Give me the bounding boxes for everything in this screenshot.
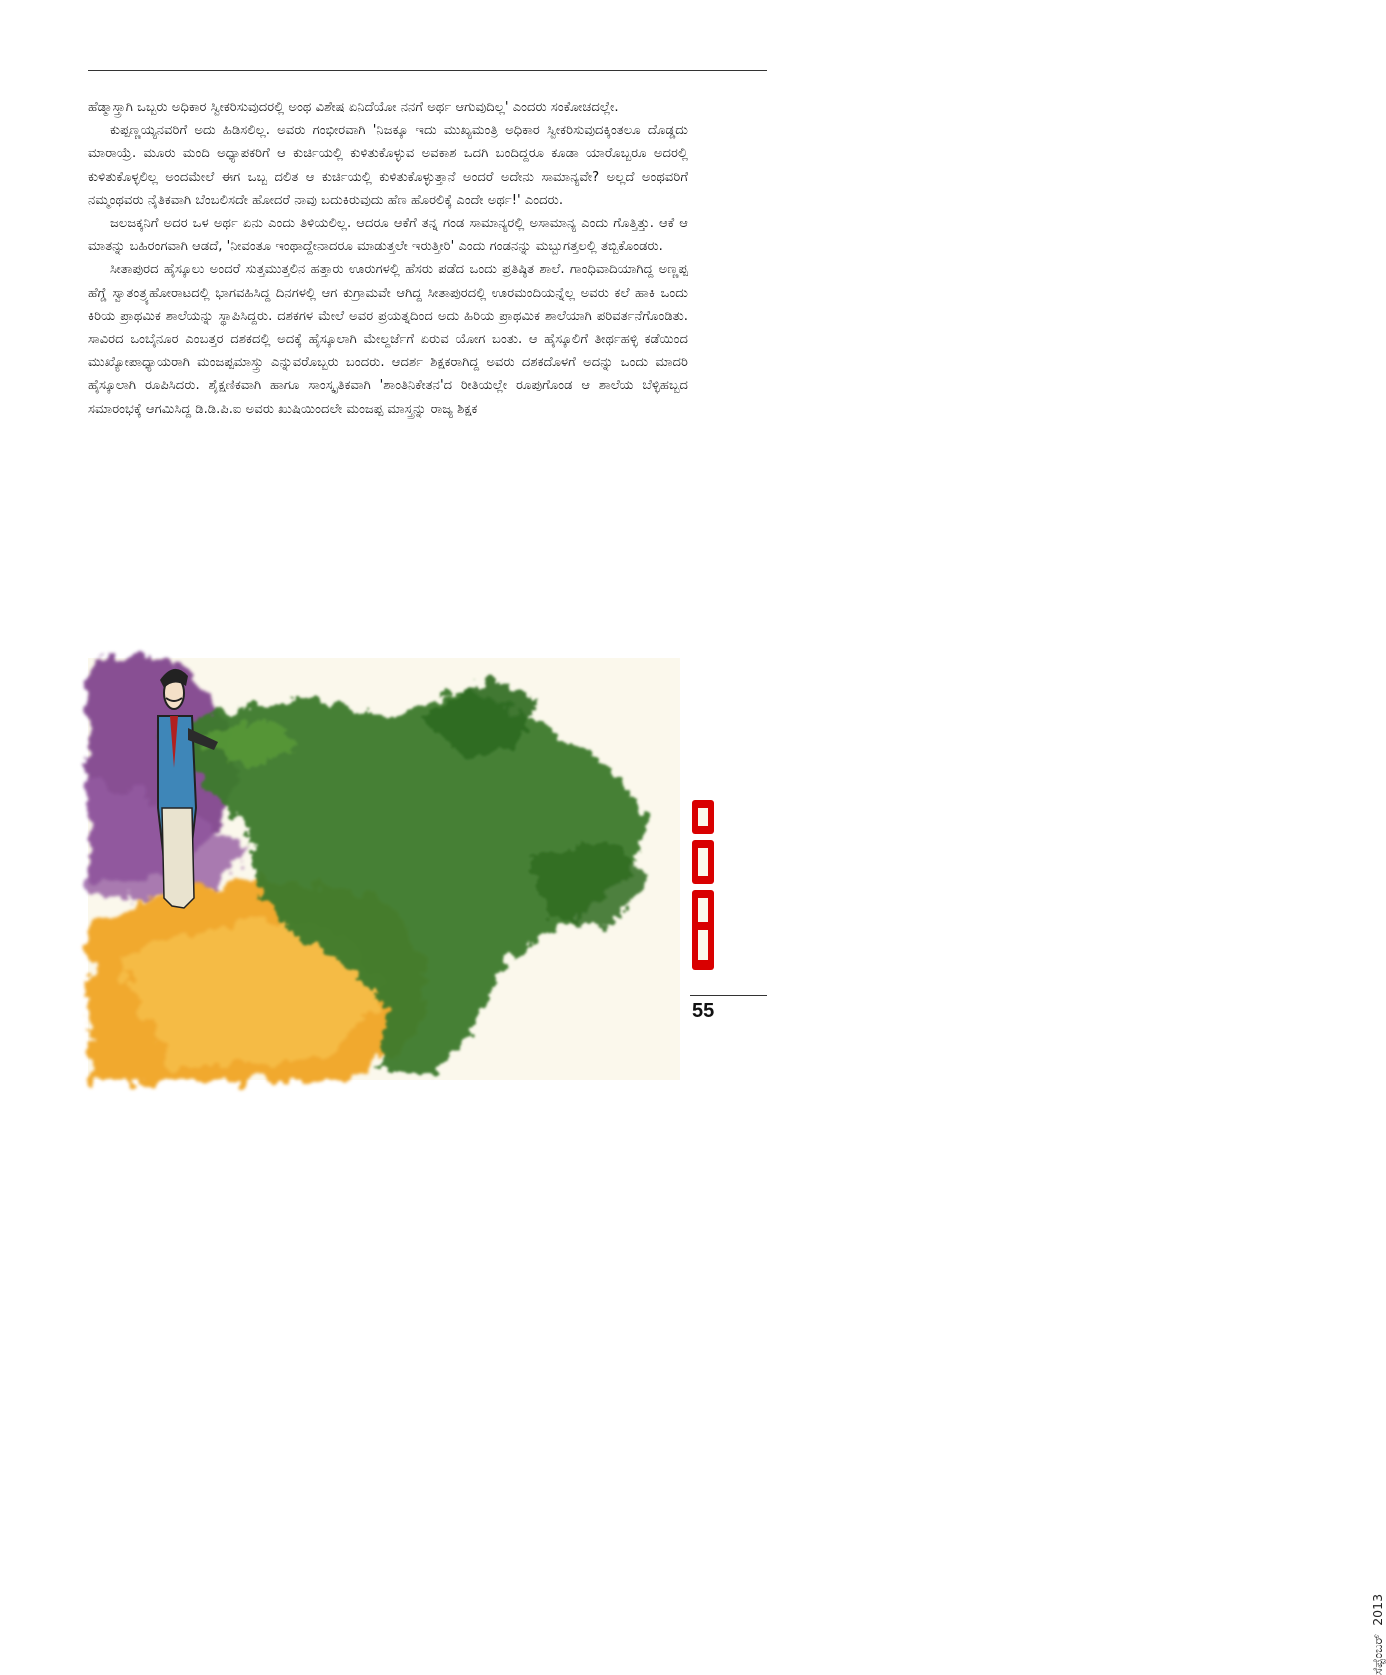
page-number-rule (690, 995, 767, 996)
story-illustration (88, 658, 680, 1080)
article-body (88, 96, 688, 421)
paragraph-4: ಸೀತಾಪುರದ ಹೈಸ್ಕೂಲು ಅಂದರೆ ಸುತ್ತಮುತ್ತಲಿನ ಹತ್ತಾರು ಊರುಗಳಲ್ಲಿ ಹೆಸರು ಪಡೆದ ಒಂದು ಪ್ರತಿಷ್ಠಿತ ಶಾಲೆ. ಗಾಂಧಿವಾದಿಯಾಗಿದ್ದ ಅಣ್ಣಪ್ಪ ಹೆಗ್ಡೆ ಸ್ವಾತಂತ್ರ್ಯಹೋರಾಟದಲ್ಲಿ ಭಾಗವಹಿಸಿದ್ದ ದಿನಗಳಲ್ಲಿ ಆಗ ಕುಗ್ರಾಮವೇ ಆಗಿದ್ದ ಸೀತಾಪುರದಲ್ಲಿ ಊರಮಂದಿಯನ್ನೆಲ್ಲ ಅವರು ಕಲೆ ಹಾಕಿ ಒಂದು ಕಿರಿಯ ಪ್ರಾಥಮಿಕ ಶಾಲೆಯನ್ನು ಸ್ಥಾಪಿಸಿದ್ದರು. ದಶಕಗಳ ಮೇಲೆ ಅವರ ಪ್ರಯತ್ನದಿಂದ ಅದು ಹಿರಿಯ ಪ್ರಾಥಮಿಕ ಶಾಲೆಯಾಗಿ ಪರಿವರ್ತನೆಗೊಂಡಿತು. ಸಾವಿರದ ಒಂಬೈನೂರ ಎಂಬತ್ತರ ದಶಕದಲ್ಲಿ ಅದಕ್ಕೆ ಹೈಸ್ಕೂಲಾಗಿ ಮೇಲ್ದರ್ಜೆಗೆ ಏರುವ ಯೋಗ ಬಂತು. ಆ ಹೈಸ್ಕೂಲಿಗೆ ತೀರ್ಥಹಳ್ಳಿ ಕಡೆಯಿಂದ ಮುಖ್ಯೋಪಾಧ್ಯಾಯರಾಗಿ ಮಂಜಪ್ಪಮಾಸ್ತ್ರು ಎನ್ನುವರೊಬ್ಬರು ಬಂದರು. ಆದರ್ಶ ಶಿಕ್ಷಕರಾಗಿದ್ದ ಅವರು ದಶಕದೊಳಗೆ ಅದನ್ನು ಒಂದು ಮಾದರಿ ಹೈಸ್ಕೂಲಾಗಿ ರೂಪಿಸಿದರು. ಶೈಕ್ಷಣಿಕವಾಗಿ ಹಾಗೂ ಸಾಂಸ್ಕೃತಿಕವಾಗಿ 'ಶಾಂತಿನಿಕೇತನ'ದ ರೀತಿಯಲ್ಲೇ ರೂಪುಗೊಂಡ ಆ ಶಾಲೆಯ ಬೆಳ್ಳಿಹಬ್ಬದ ಸಮಾರಂಭಕ್ಕೆ ಆಗಮಿಸಿದ್ದ ಡಿ.ಡಿ.ಪಿ.ಐ ಅವರು ಖುಷಿಯಿಂದಲೇ ಮಂಜಪ್ಪ ಮಾಸ್ತ್ರನ್ನು ರಾಜ್ಯ ಶಿಕ್ಷಕ (88, 262, 688, 417)
issue-date (1370, 1575, 1386, 1675)
top-rule (88, 70, 767, 71)
paragraph-3: ಜಲಜಕ್ಕನಿಗೆ ಅದರ ಒಳ ಅರ್ಥ ಏನು ಎಂದು ತಿಳಿಯಲಿಲ್ಲ. ಆದರೂ ಆಕೆಗೆ ತನ್ನ ಗಂಡ ಸಾಮಾನ್ಯರಲ್ಲಿ ಅಸಾಮಾನ್ಯ ಎಂದು ಗೊತ್ತಿತ್ತು. ಆಕೆ ಆ ಮಾತನ್ನು ಬಹಿರಂಗವಾಗಿ ಆಡದೆ, 'ನೀವಂತೂ ಇಂಥಾದ್ದೇನಾದರೂ ಮಾಡುತ್ತಲೇ ಇರುತ್ತೀರಿ' ಎಂದು ಗಂಡನನ್ನು ಮಬ್ಬುಗತ್ತಲಲ್ಲಿ ತಬ್ಬಿಕೊಂಡರು. (88, 216, 688, 255)
paragraph-2: ಕುಪ್ಪಣ್ಣಯ್ಯನವರಿಗೆ ಅದು ಹಿಡಿಸಲಿಲ್ಲ. ಅವರು ಗಂಭೀರವಾಗಿ 'ನಿಜಕ್ಕೂ ಇದು ಮುಖ್ಯಮಂತ್ರಿ ಅಧಿಕಾರ ಸ್ವೀಕರಿಸುವುದಕ್ಕಿಂತಲೂ ದೊಡ್ಡದು ಮಾರಾಯ್ರೆ. ಮೂರು ಮಂದಿ ಅಧ್ಯಾಪಕರಿಗೆ ಆ ಕುರ್ಚಿಯಲ್ಲಿ ಕುಳಿತುಕೊಳ್ಳುವ ಅವಕಾಶ ಒದಗಿ ಬಂದಿದ್ದರೂ ಕೂಡಾ ಯಾರೊಬ್ಬರೂ ಅದರಲ್ಲಿ ಕುಳಿತುಕೊಳ್ಳಲಿಲ್ಲ ಅಂದಮೇಲೆ ಈಗ ಒಬ್ಬ ದಲಿತ ಆ ಕುರ್ಚಿಯಲ್ಲಿ ಕುಳಿತುಕೊಳ್ಳುತ್ತಾನೆ ಅಂದರೆ ಅದೇನು ಸಾಮಾನ್ಯವೇ? ಅಲ್ಲದೆ ಅಂಥವರಿಗೆ ನಮ್ಮಂಥವರು ನೈತಿಕವಾಗಿ ಬೆಂಬಲಿಸದೇ ಹೋದರೆ ನಾವು ಬದುಕಿರುವುದು ಹೆಣ ಹೊರಲಿಕ್ಕೆ ಎಂದೇ ಅರ್ಥ!' ಎಂದರು. (88, 123, 688, 208)
magazine-logo (688, 770, 718, 980)
issue-month: ಸೆಪ್ಟೆಂಬರ್ (1370, 1633, 1385, 1675)
page-number: 55 (692, 1000, 715, 1022)
paragraph-1: ಹೆಡ್ಮಾಸ್ತ್ರಾಗಿ ಒಬ್ಬರು ಅಧಿಕಾರ ಸ್ವೀಕರಿಸುವುದರಲ್ಲಿ ಅಂಥ ವಿಶೇಷ ಏನಿದೆಯೋ ನನಗೆ ಅರ್ಥ ಆಗುವುದಿಲ್ಲ' ಎಂದರು ಸಂಕೋಚದಲ್ಲೇ. (88, 100, 619, 115)
issue-year: 2013 (1370, 1593, 1385, 1626)
